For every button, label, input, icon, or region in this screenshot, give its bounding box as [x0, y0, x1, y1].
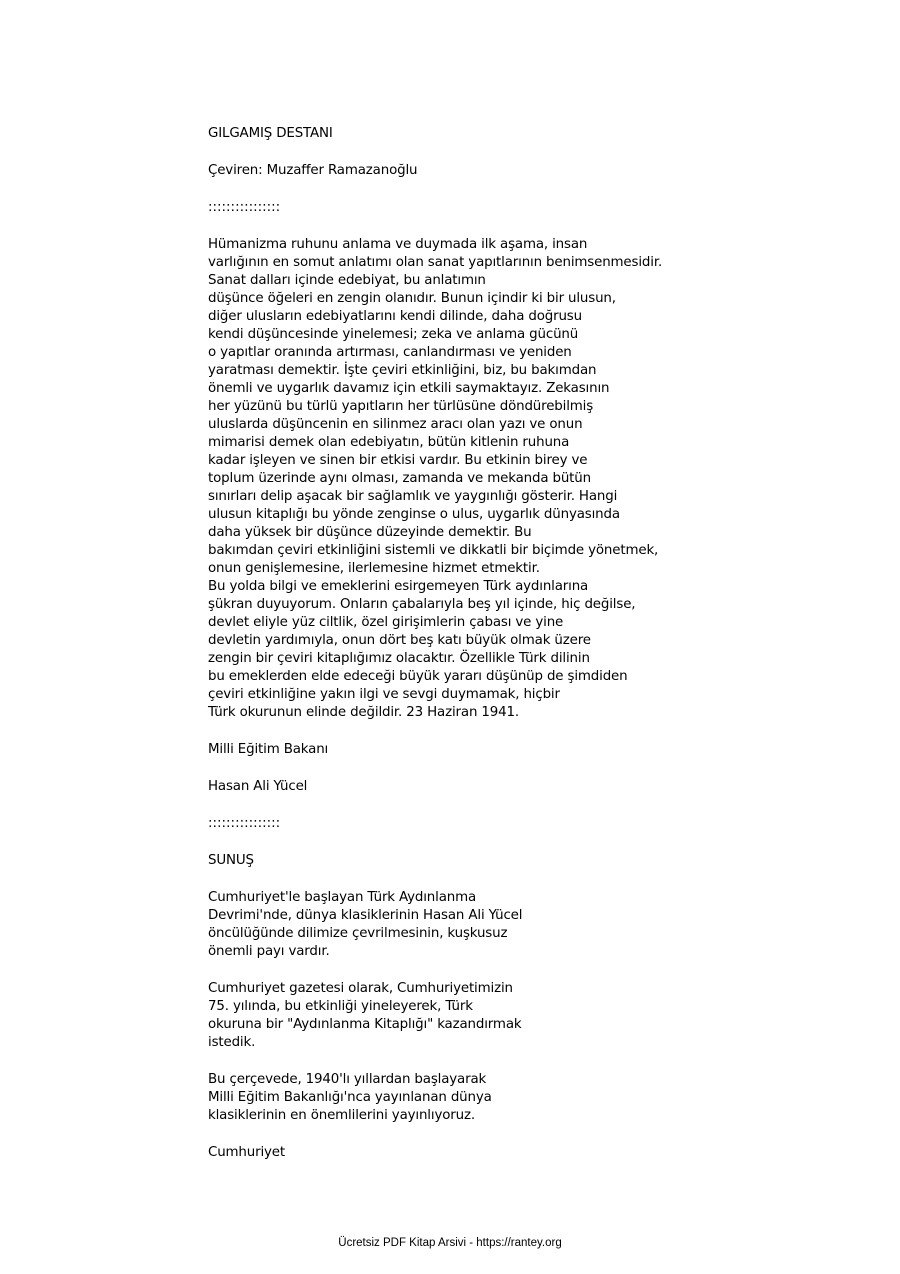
text-line: bakımdan çeviri etkinliğini sistemli ve dikkatli bir biçimde yönetmek,	[208, 543, 659, 558]
text-line: önemli payı vardır.	[208, 944, 330, 959]
text-line: daha yüksek bir düşünce düzeyinde demektir. Bu	[208, 525, 532, 540]
text-line: Cumhuriyet gazetesi olarak, Cumhuriyetimizin	[208, 981, 513, 996]
text-line: Milli Eğitim Bakanlığı'nca yayınlanan dünya	[208, 1090, 492, 1105]
text-line: öncülüğünde dilimize çevrilmesinin, kuşkusuz	[208, 926, 508, 941]
text-line: varlığının en somut anlatımı olan sanat yapıtlarının benimsenmesidir.	[208, 255, 663, 270]
text-line: mimarisi demek olan edebiyatın, bütün kitlenin ruhuna	[208, 435, 570, 450]
text-line: bu emeklerden elde edeceği büyük yararı düşünüp de şimdiden	[208, 669, 628, 684]
text-line: kendi düşüncesinde yinelemesi; zeka ve anlama gücünü	[208, 327, 579, 342]
document-page	[208, 125, 768, 1181]
minister-title: Milli Eğitim Bakanı	[208, 742, 329, 757]
separator: ::::::::::::::::	[208, 200, 281, 215]
text-line: çeviri etkinliğine yakın ilgi ve sevgi duymamak, hiçbir	[208, 687, 560, 702]
document-title: GILGAMIŞ DESTANI	[208, 126, 333, 141]
text-line: sınırları delip aşacak bir sağlamlık ve yaygınlığı gösterir. Hangi	[208, 489, 618, 504]
sunus-paragraph	[208, 889, 768, 961]
text-line: Cumhuriyet'le başlayan Türk Aydınlanma	[208, 890, 477, 905]
text-line: okuruna bir "Aydınlanma Kitaplığı" kazandırmak	[208, 1017, 522, 1032]
text-line: devletin yardımıyla, onun dört beş katı büyük olmak üzere	[208, 633, 591, 648]
text-line: o yapıtlar oranında artırması, canlandırması ve yeniden	[208, 345, 572, 360]
text-line: Türk okurunun elinde değildir. 23 Haziran 1941.	[208, 705, 519, 720]
text-line: Bu çerçevede, 1940'lı yıllardan başlayarak	[208, 1072, 487, 1087]
text-line: ulusun kitaplığı bu yönde zenginse o ulus, uygarlık dünyasında	[208, 507, 620, 522]
preface-paragraph	[208, 236, 768, 722]
translator-credit: Çeviren: Muzaffer Ramazanoğlu	[208, 163, 418, 178]
text-line: onun genişlemesine, ilerlemesine hizmet etmektir.	[208, 561, 540, 576]
footer-text: Ücretsiz PDF Kitap Arsivi - https://rantey.org	[338, 1237, 562, 1249]
text-line: yaratması demektir. İşte çeviri etkinliğini, biz, bu bakımdan	[208, 363, 597, 378]
text-line: toplum üzerinde aynı olması, zamanda ve mekanda bütün	[208, 471, 591, 486]
minister-name: Hasan Ali Yücel	[208, 779, 308, 794]
text-line: devlet eliyle yüz ciltlik, özel girişimlerin çabası ve yine	[208, 615, 564, 630]
text-line: klasiklerinin en önemlilerini yayınlıyoruz.	[208, 1108, 475, 1123]
text-line: diğer ulusların edebiyatlarını kendi dilinde, daha doğrusu	[208, 309, 582, 324]
text-line: Bu yolda bilgi ve emeklerini esirgemeyen Türk aydınlarına	[208, 579, 589, 594]
text-line: Sanat dalları içinde edebiyat, bu anlatımın	[208, 273, 486, 288]
signature: Cumhuriyet	[208, 1145, 285, 1160]
text-line: zengin bir çeviri kitaplığımız olacaktır. Özellikle Türk dilinin	[208, 651, 590, 666]
text-line: Devrimi'nde, dünya klasiklerinin Hasan Ali Yücel	[208, 908, 523, 923]
text-line: önemli ve uygarlık davamız için etkili saymaktayız. Zekasının	[208, 381, 610, 396]
text-line: düşünce öğeleri en zengin olanıdır. Bunun içindir ki bir ulusun,	[208, 291, 616, 306]
text-line: Hümanizma ruhunu anlama ve duymada ilk aşama, insan	[208, 237, 588, 252]
text-line: kadar işleyen ve sinen bir etkisi vardır. Bu etkinin birey ve	[208, 453, 588, 468]
text-line: istedik.	[208, 1035, 256, 1050]
sunus-paragraph	[208, 1071, 768, 1125]
text-line: her yüzünü bu türlü yapıtların her türlüsüne döndürebilmiş	[208, 399, 594, 414]
sunus-heading: SUNUŞ	[208, 853, 254, 868]
text-line: 75. yılında, bu etkinliği yineleyerek, Türk	[208, 999, 473, 1014]
text-line: uluslarda düşüncenin en silinmez aracı olan yazı ve onun	[208, 417, 583, 432]
separator: ::::::::::::::::	[208, 816, 281, 831]
sunus-paragraph	[208, 980, 768, 1052]
text-line: şükran duyuyorum. Onların çabalarıyla beş yıl içinde, hiç değilse,	[208, 597, 636, 612]
